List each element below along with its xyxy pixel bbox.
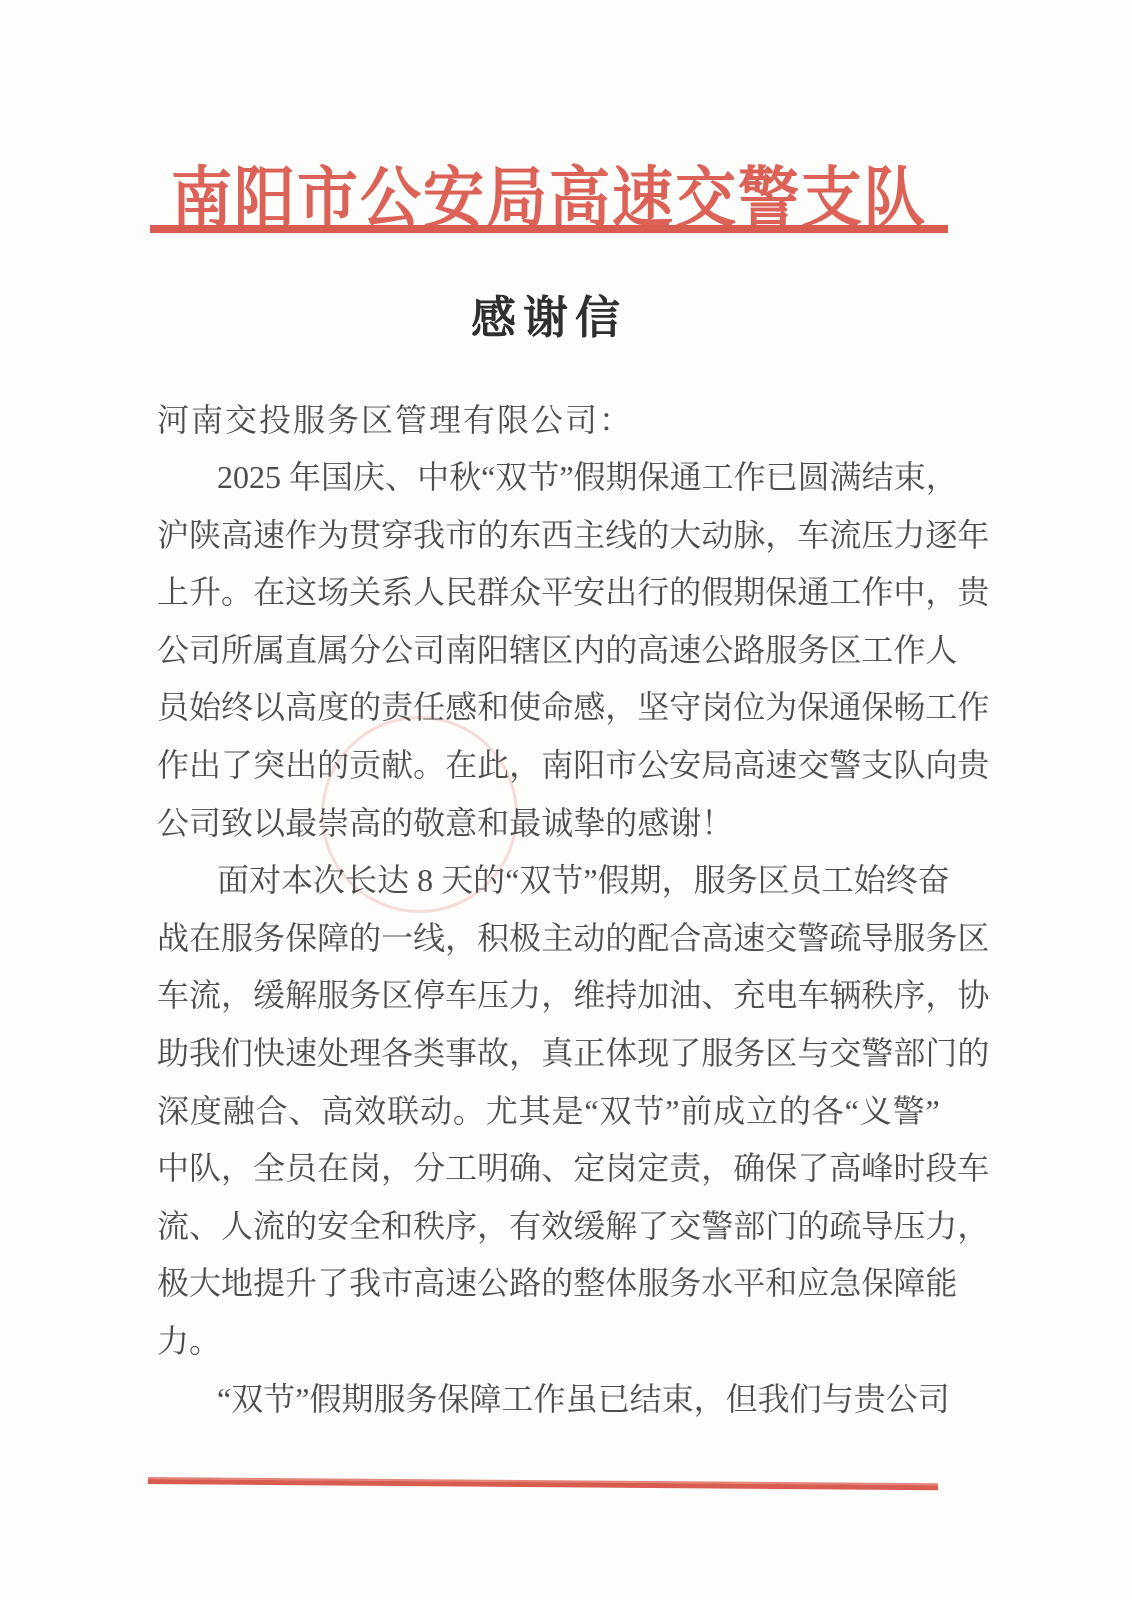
body-line: 面 对 本 次 长 达 8 天 的 “ 双 节 ” 假 期 ， 服 务 区 员 工 始 终 奋 (217, 862, 950, 899)
body-line: 战 在 服 务 保 障 的 一 线 ， 积 极 主 动 的 配 合 高 速 交 警 疏 导 服 务 区 (157, 919, 990, 956)
body-line: 作 出 了 突 出 的 贡 献 。 在 此 ， 南 阳 市 公 安 局 高 速 交 警 支 队 向 贵 (157, 746, 990, 783)
letter-title: 感谢信 (470, 292, 627, 343)
letter-body (157, 396, 990, 1433)
body-line: “ 双 节 ” 假 期 服 务 保 障 工 作 虽 已 结 束 ， 但 我 们 与 贵 公 司 (217, 1380, 950, 1417)
body-line: 助 我 们 快 速 处 理 各 类 事 故 ， 真 正 体 现 了 服 务 区 与 交 警 部 门 的 (157, 1034, 990, 1071)
body-line: 深 度 融 合 、 高 效 联 动 。 尤 其 是 “ 双 节 ” 前 成 立 的 各 “ 义 警 ” (157, 1092, 940, 1129)
body-line: 极 大 地 提 升 了 我 市 高 速 公 路 的 整 体 服 务 水 平 和 应 急 保 障 能 (157, 1265, 958, 1302)
footer-rule (148, 1477, 938, 1490)
body-line: 力 。 (157, 1322, 222, 1359)
body-line: 公 司 致 以 最 崇 高 的 敬 意 和 最 诚 挚 的 感 谢 ！ (157, 804, 734, 841)
body-line: 中 队 ， 全 员 在 岗 ， 分 工 明 确 、 定 岗 定 责 ， 确 保 了 高 峰 时 段 车 (157, 1150, 990, 1187)
body-line: 上 升 。 在 这 场 关 系 人 民 群 众 平 安 出 行 的 假 期 保 通 工 作 中 ， 贵 (157, 574, 990, 611)
body-line: 沪 陕 高 速 作 为 贯 穿 我 市 的 东 西 主 线 的 大 动 脉 ， 车 流 压 力 逐 年 (157, 516, 990, 553)
body-line: 员 始 终 以 高 度 的 责 任 感 和 使 命 感 ， 坚 守 岗 位 为 保 通 保 畅 工 作 (157, 689, 990, 726)
body-line: 车 流 ， 缓 解 服 务 区 停 车 压 力 ， 维 持 加 油 、 充 电 车 辆 秩 序 ， 协 (157, 977, 990, 1014)
body-line: 流 、 人 流 的 安 全 和 秩 序 ， 有 效 缓 解 了 交 警 部 门 的 疏 导 压 力 ， (157, 1207, 990, 1244)
letterhead-title: 南阳市公安局高速交警支队 (170, 163, 927, 236)
letterhead-double-rule (150, 225, 948, 233)
body-line: 公 司 所 属 直 属 分 公 司 南 阳 辖 区 内 的 高 速 公 路 服 务 区 工 作 人 (157, 631, 958, 668)
body-line: 2025 年 国 庆 、 中 秋 “ 双 节 ” 假 期 保 通 工 作 已 圆 满 结 束 ， (217, 459, 958, 495)
salutation: 河南交投服务区管理有限公司： (157, 402, 634, 438)
